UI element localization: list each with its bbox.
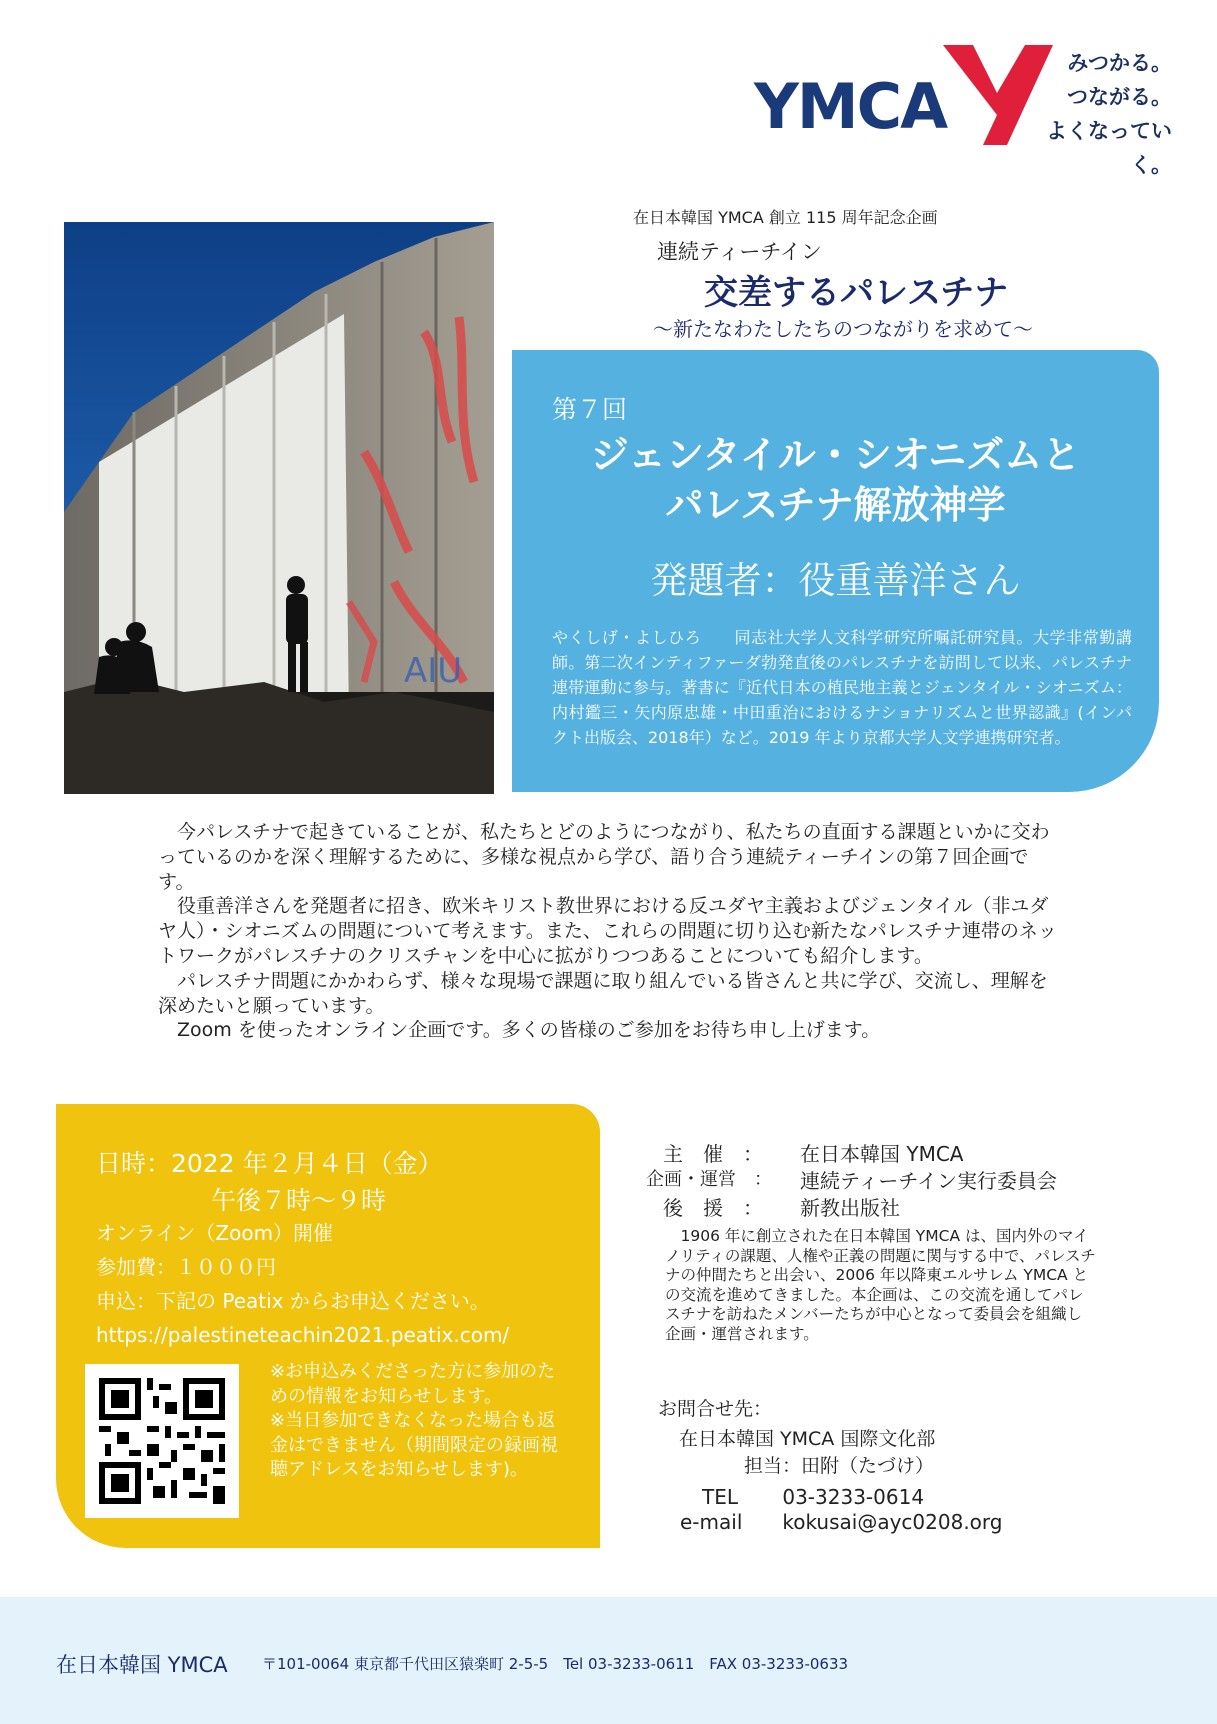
organizer-value: 新教出版社	[800, 1196, 900, 1220]
event-info	[96, 1216, 509, 1352]
svg-text:AIU: AIU	[404, 651, 463, 691]
footer	[0, 1597, 1217, 1724]
email-label: e-mail	[680, 1510, 743, 1534]
organizer-row	[646, 1192, 1057, 1219]
speaker-bio: やくしげ・よしひろ 同志社大学人文科学研究所嘱託研究員。大学非常勤講師。第二次インティファーダ勃発直後のパレスチナを訪問して以来、パレスチナ連帯運動に参与。著書に『近代日本の植民地主義とジェンタイル・シオニズム：内村鑑三・矢内原忠雄・中田重治におけるナショナリズムと世界認識』(インパクト出版会、2018年）など。2019 年より京都大学人文学連携研究者。	[552, 628, 1132, 747]
session-info-panel	[512, 350, 1159, 792]
tagline-3: よくなっていく。	[1046, 119, 1172, 177]
contact-heading: お問合せ先：	[658, 1398, 773, 1420]
event-details-panel	[56, 1104, 600, 1548]
event-description	[158, 820, 1063, 1043]
qr-code-icon[interactable]	[85, 1364, 239, 1518]
event-format: オンライン（Zoom）開催	[96, 1221, 334, 1245]
organizer-value: 在日本韓国 YMCA	[800, 1142, 964, 1166]
session-number: 第７回	[552, 395, 628, 424]
organizer-row	[646, 1138, 1057, 1165]
footer-address: 〒101-0064 東京都千代田区猿楽町 2-5-5 Tel 03-3233-0611 FAX 03-3233-0633	[262, 1655, 849, 1673]
contact-email	[680, 1510, 1003, 1534]
logo-wordmark: YMCA	[754, 70, 947, 143]
note-registration: ※お申込みくださった方に参加のための情報をお知らせします。	[270, 1361, 556, 1407]
event-url-link[interactable]: https://palestineteachin2021.peatix.com/	[96, 1323, 510, 1347]
separation-wall-photo	[64, 222, 494, 794]
series-subtitle: 〜新たなわたしたちのつながりを求めて〜	[653, 317, 1033, 341]
organizer-list	[646, 1138, 1057, 1219]
event-time: 午後７時〜９時	[211, 1186, 387, 1215]
tagline-1: みつかる。	[1067, 51, 1172, 75]
tagline-2: つながる。	[1067, 85, 1172, 109]
session-title-line-1: ジェンタイル・シオニズムと	[590, 433, 1081, 477]
note-refund: ※当日参加できなくなった場合も返金はできません（期間限定の録画視聴アドレスをお知らせします)。	[270, 1410, 558, 1480]
event-fee: 参加費：１０００円	[96, 1255, 276, 1279]
event-datetime: 日時：2022 年２月４日（金）	[96, 1149, 443, 1178]
contact-person: 担当：田附（たづけ）	[744, 1455, 935, 1477]
organizer-label: 後 援 ：	[663, 1196, 763, 1220]
description-paragraph: 今パレスチナで起きていることが、私たちとどのようにつながり、私たちの直面する課題といかに交わっているのかを深く理解するために、多様な視点から学び、語り合う連続ティーチインの第７回企画です。	[158, 821, 1050, 893]
description-paragraph: 役重善洋さんを発題者に招き、欧米キリスト教世界における反ユダヤ主義およびジェンタイル（非ユダヤ人）・シオニズムの問題について考えます。また、これらの問題に切り込む新たなパレスチナ連帯のネットワークがパレスチナのクリスチャンを中心に拡がりつつあることについても紹介します。	[158, 895, 1057, 967]
series-title: 交差するパレスチナ	[704, 273, 1009, 313]
description-paragraph: パレスチナ問題にかかわらず、様々な現場で課題に取り組んでいる皆さんと共に学び、交流し、理解を深めたいと願っています。	[158, 969, 1048, 1017]
organizer-value: 連続ティーチイン実行委員会	[800, 1169, 1057, 1193]
description-paragraph: Zoom を使ったオンライン企画です。多くの皆様のご参加をお待ち申し上げます。	[177, 1019, 881, 1042]
series-anniversary-label: 在日本韓国 YMCA 創立 115 周年記念企画	[633, 208, 938, 227]
event-notes	[270, 1360, 570, 1483]
email-address-link[interactable]: kokusai@ayc0208.org	[782, 1510, 1003, 1534]
organizer-row	[646, 1165, 1057, 1192]
footer-org: 在日本韓国 YMCA	[56, 1653, 228, 1677]
series-name: 連続ティーチイン	[657, 240, 822, 264]
speaker-name: 発題者：役重善洋さん	[650, 559, 1021, 602]
organizer-label: 企画・運営 ：	[646, 1169, 772, 1190]
ymca-history: 1906 年に創立された在日本韓国 YMCA は、国内外のマイノリティの課題、人権や正義の問題に関与する中で、パレスチナの仲間たちと出会い、2006 年以降東エルサレム YMCA との交流を進めてきました。本企画は、この交流を通してパレスチナを訪ねたメンバーたちが中心となって委員会を組織し企画・運営されます。	[665, 1227, 1096, 1343]
tel-label: TEL	[702, 1485, 738, 1509]
contact-org: 在日本韓国 YMCA 国際文化部	[679, 1428, 936, 1450]
event-apply: 申込：下記の Peatix からお申込ください。	[96, 1289, 490, 1313]
session-title-line-2: パレスチナ解放神学	[665, 483, 1006, 527]
session-title	[512, 430, 1159, 530]
tel-number[interactable]: 03-3233-0614	[782, 1485, 925, 1509]
organizer-label: 主 催 ：	[663, 1142, 763, 1166]
ymca-logo	[740, 40, 1180, 177]
logo-tagline	[1022, 46, 1172, 182]
contact-tel	[680, 1485, 924, 1509]
